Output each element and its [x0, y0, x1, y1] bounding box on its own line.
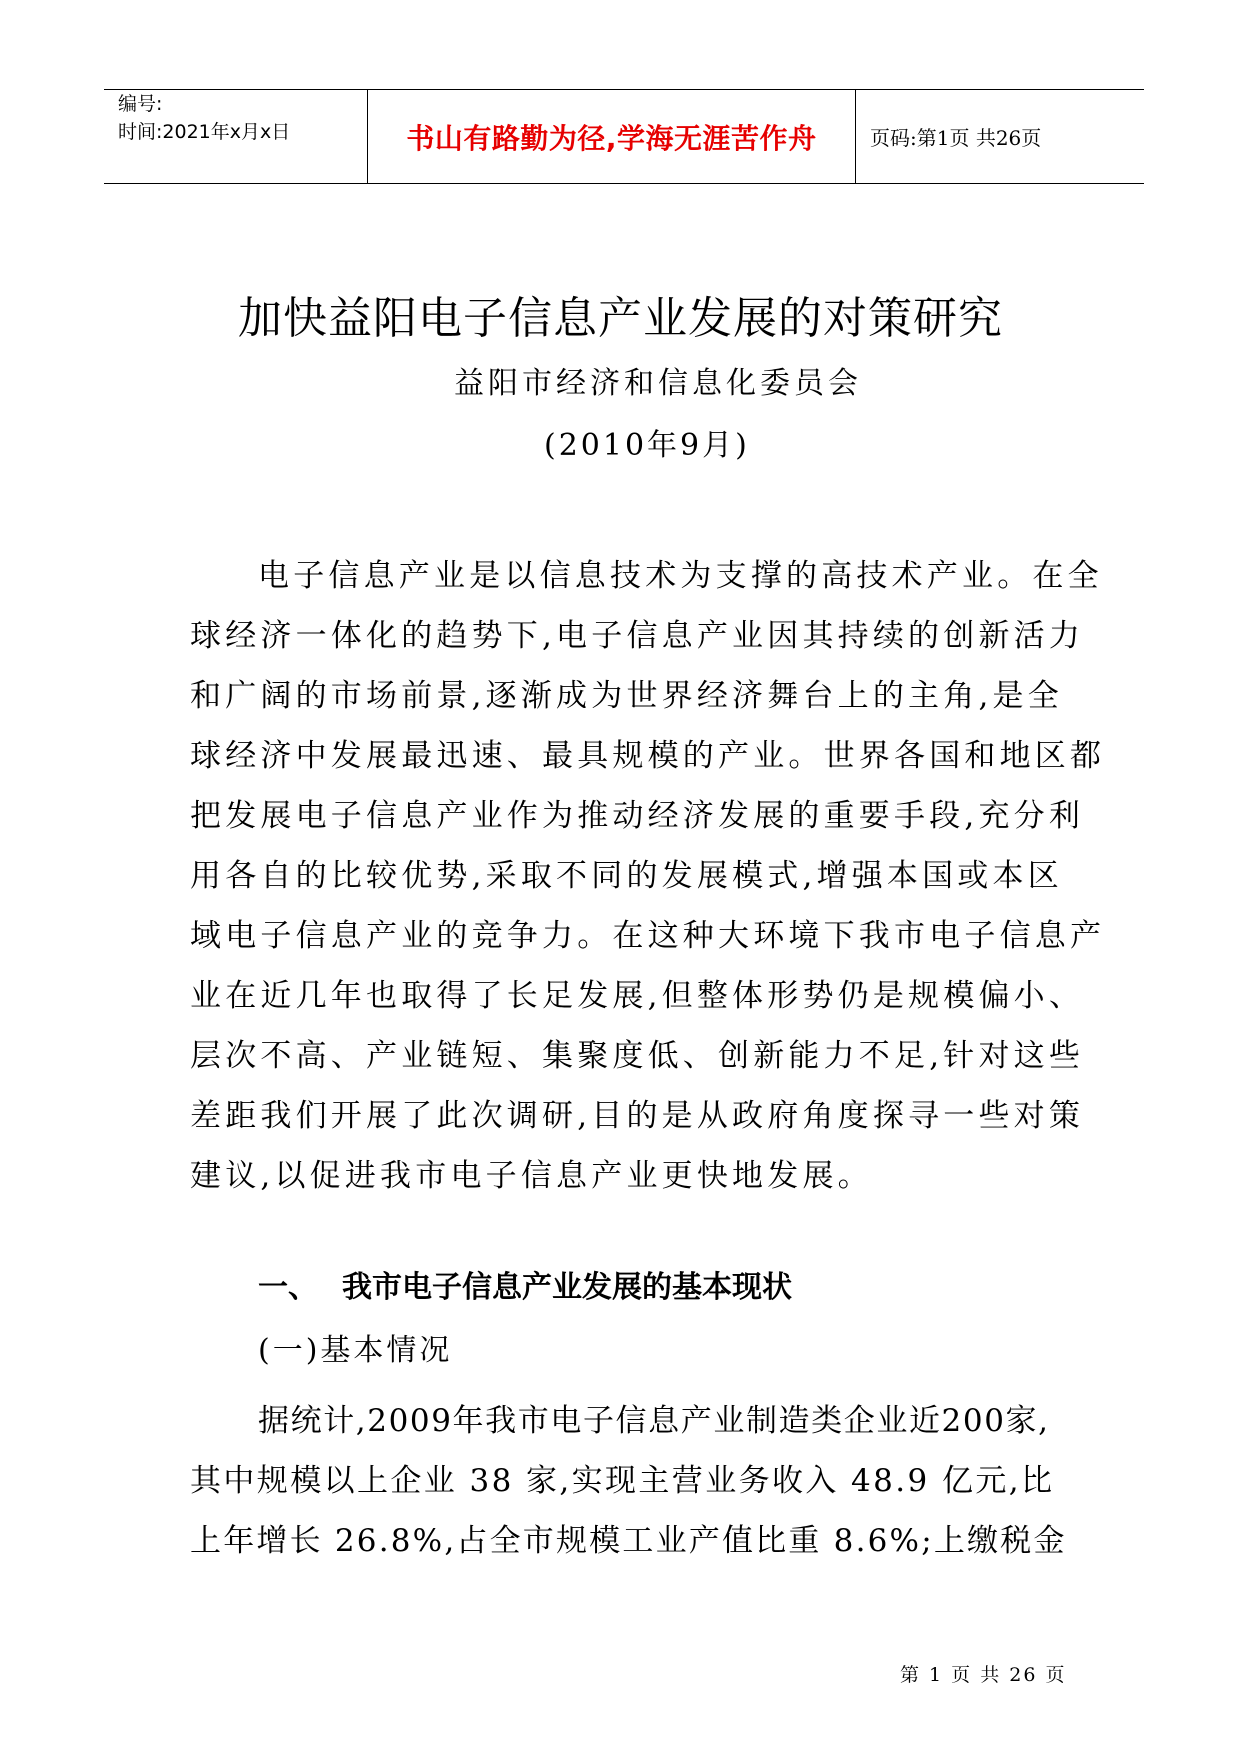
- paragraph-line: 和广阔的市场前景,逐渐成为世界经济舞台上的主角,是全: [190, 678, 1063, 714]
- paragraph-line: 把发展电子信息产业作为推动经济发展的重要手段,充分利: [190, 798, 1085, 834]
- header-page-cell: [856, 90, 1144, 183]
- paragraph-line: 电子信息产业是以信息技术为支撑的高技术产业。在全: [258, 558, 1103, 594]
- paragraph-line: 其中规模以上企业 38 家,实现主营业务收入 48.9 亿元,比: [190, 1463, 1055, 1499]
- paragraph-line: 域电子信息产业的竞争力。在这种大环境下我市电子信息产: [190, 918, 1106, 954]
- subsection-heading: (一)基本情况: [258, 1333, 453, 1368]
- header-table: [104, 89, 1144, 184]
- paragraph-line: 上年增长 26.8%,占全市规模工业产值比重 8.6%;上缴税金: [190, 1523, 1067, 1559]
- page-footer: 第 1 页 共 26 页: [900, 1664, 1067, 1686]
- paragraph-line: 差距我们开展了此次调研,目的是从政府角度探寻一些对策: [190, 1098, 1085, 1134]
- paragraph-line: 用各自的比较优势,采取不同的发展模式,增强本国或本区: [190, 858, 1063, 894]
- section-number: 一、: [258, 1270, 318, 1305]
- document-number-label: 编号:: [118, 93, 163, 115]
- paragraph-line: 球经济一体化的趋势下,电子信息产业因其持续的创新活力: [190, 618, 1085, 654]
- document-title: 加快益阳电子信息产业发展的对策研究: [238, 293, 1003, 344]
- header-page-code: 页码:第1页 共26页: [870, 126, 1042, 150]
- header-motto-cell: [368, 90, 856, 183]
- paragraph-line: 据统计,2009年我市电子信息产业制造类企业近200家,: [258, 1403, 1050, 1439]
- header-info-cell: [104, 90, 368, 183]
- document-organization: 益阳市经济和信息化委员会: [454, 366, 862, 401]
- section-title: 我市电子信息产业发展的基本现状: [342, 1270, 792, 1305]
- paragraph-line: 球经济中发展最迅速、最具规模的产业。世界各国和地区都: [190, 738, 1106, 774]
- paragraph-line: 层次不高、产业链短、集聚度低、创新能力不足,针对这些: [190, 1038, 1085, 1074]
- document-time-label: 时间:2021年x月x日: [118, 121, 291, 143]
- paragraph-line: 建议,以促进我市电子信息产业更快地发展。: [190, 1158, 873, 1194]
- section-heading: [258, 1262, 792, 1306]
- header-motto: 书山有路勤为径,学海无涯苦作舟: [406, 121, 817, 155]
- paragraph-line: 业在近几年也取得了长足发展,但整体形势仍是规模偏小、: [190, 978, 1085, 1014]
- document-date: (2010年9月): [544, 428, 750, 463]
